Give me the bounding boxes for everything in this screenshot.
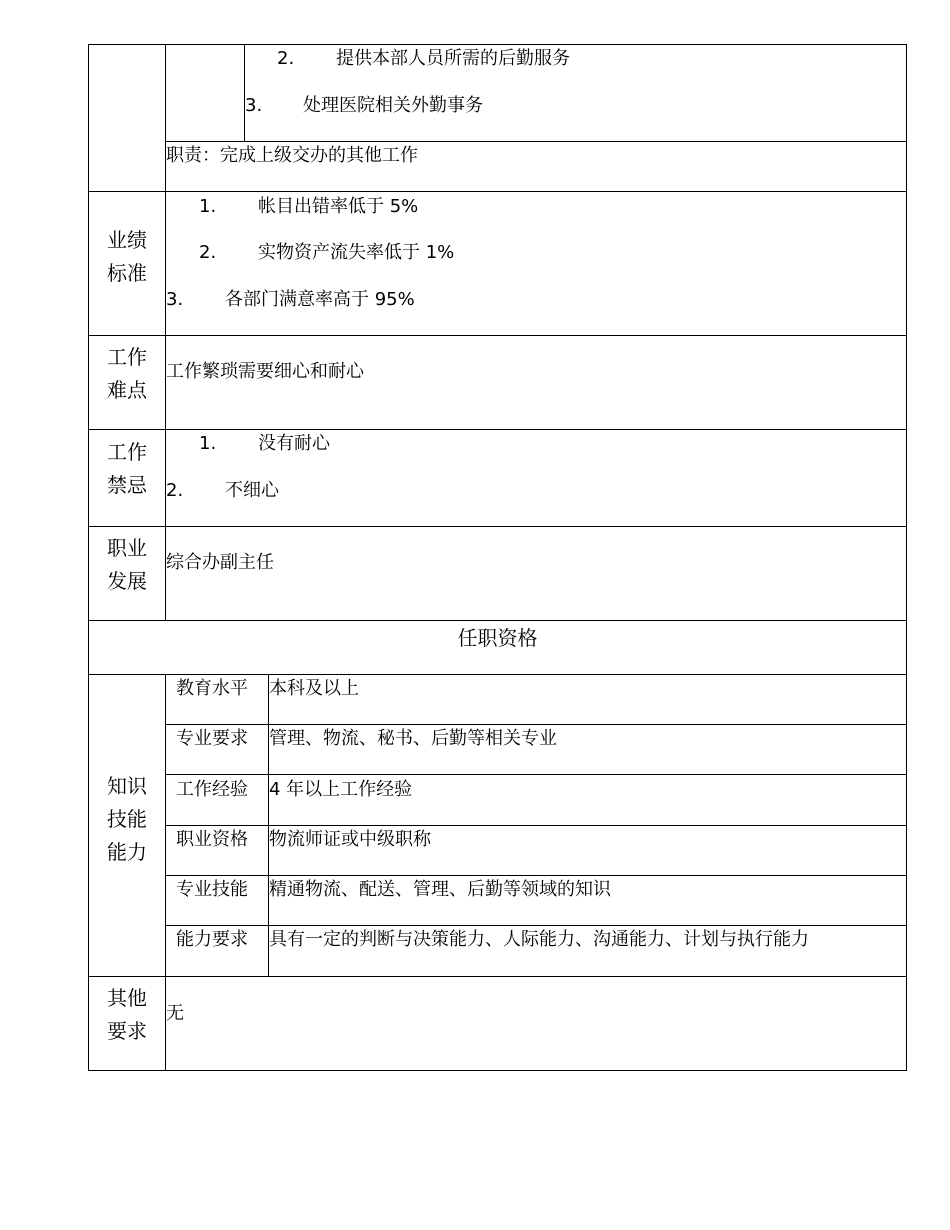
label-line: 能力 [107,840,147,864]
list-number: 3. [245,95,263,116]
label-line: 难点 [107,378,147,402]
list-item: 提供本部人员所需的后勤服务 [336,48,570,69]
qualification-value: 具有一定的判断与决策能力、人际能力、沟通能力、计划与执行能力 [269,929,809,950]
other-duty-text: 职责：完成上级交办的其他工作 [166,145,418,166]
label-line: 知识 [107,774,147,798]
qualification-label: 能力要求 [176,929,248,950]
table-border-top [88,44,907,45]
row-divider [165,925,907,926]
table-border-right [906,44,907,1071]
list-number: 1. [199,196,217,217]
qualification-label: 专业技能 [176,879,248,900]
row-label-taboo [88,436,166,502]
sub-column-divider [244,44,245,142]
label-line: 工作 [107,440,147,464]
career-text: 综合办副主任 [166,552,274,573]
qualification-value: 4 年以上工作经验 [269,779,413,800]
list-item: 实物资产流失率低于 1% [258,242,455,263]
section-header-qualification: 任职资格 [457,626,538,650]
label-line: 禁忌 [107,473,147,497]
label-line: 职业 [107,536,147,560]
qualification-value: 精通物流、配送、管理、后勤等领域的知识 [269,879,611,900]
list-item: 没有耐心 [258,433,330,454]
list-number: 2. [277,48,295,69]
row-divider [88,335,907,336]
qualification-value: 管理、物流、秘书、后勤等相关专业 [269,728,557,749]
qualification-value: 物流师证或中级职称 [269,829,431,850]
row-divider [88,674,907,675]
qualification-value: 本科及以上 [269,678,359,699]
row-divider [165,875,907,876]
row-label-career [88,532,166,598]
label-line: 标准 [107,261,147,285]
list-number: 2. [199,242,217,263]
label-line: 业绩 [107,228,147,252]
qualification-label: 工作经验 [176,779,248,800]
row-divider [165,825,907,826]
row-divider [88,191,907,192]
row-label-performance [88,224,166,290]
qualification-label: 职业资格 [176,829,248,850]
label-line: 技能 [107,807,147,831]
label-line: 其他 [107,986,147,1010]
list-number: 3. [166,289,184,310]
list-item: 处理医院相关外勤事务 [303,95,483,116]
row-label-difficulty [88,341,166,407]
list-item: 各部门满意率高于 95% [225,289,415,310]
qualification-label: 教育水平 [176,678,248,699]
list-item: 帐目出错率低于 5% [258,196,419,217]
row-label-knowledge [88,770,166,869]
other-text: 无 [166,1003,184,1024]
row-divider [165,141,907,142]
row-divider [88,976,907,977]
row-divider [165,774,907,775]
label-line: 发展 [107,569,147,593]
row-divider [88,620,907,621]
label-line: 要求 [107,1019,147,1043]
row-divider [165,724,907,725]
row-label-other [88,982,166,1048]
difficulty-text: 工作繁琐需要细心和耐心 [166,361,364,382]
table-border-bottom [88,1070,907,1071]
row-divider [88,429,907,430]
list-number: 1. [199,433,217,454]
qualification-label: 专业要求 [176,728,248,749]
list-item: 不细心 [225,480,279,501]
list-number: 2. [166,480,184,501]
label-line: 工作 [107,345,147,369]
row-divider [88,526,907,527]
